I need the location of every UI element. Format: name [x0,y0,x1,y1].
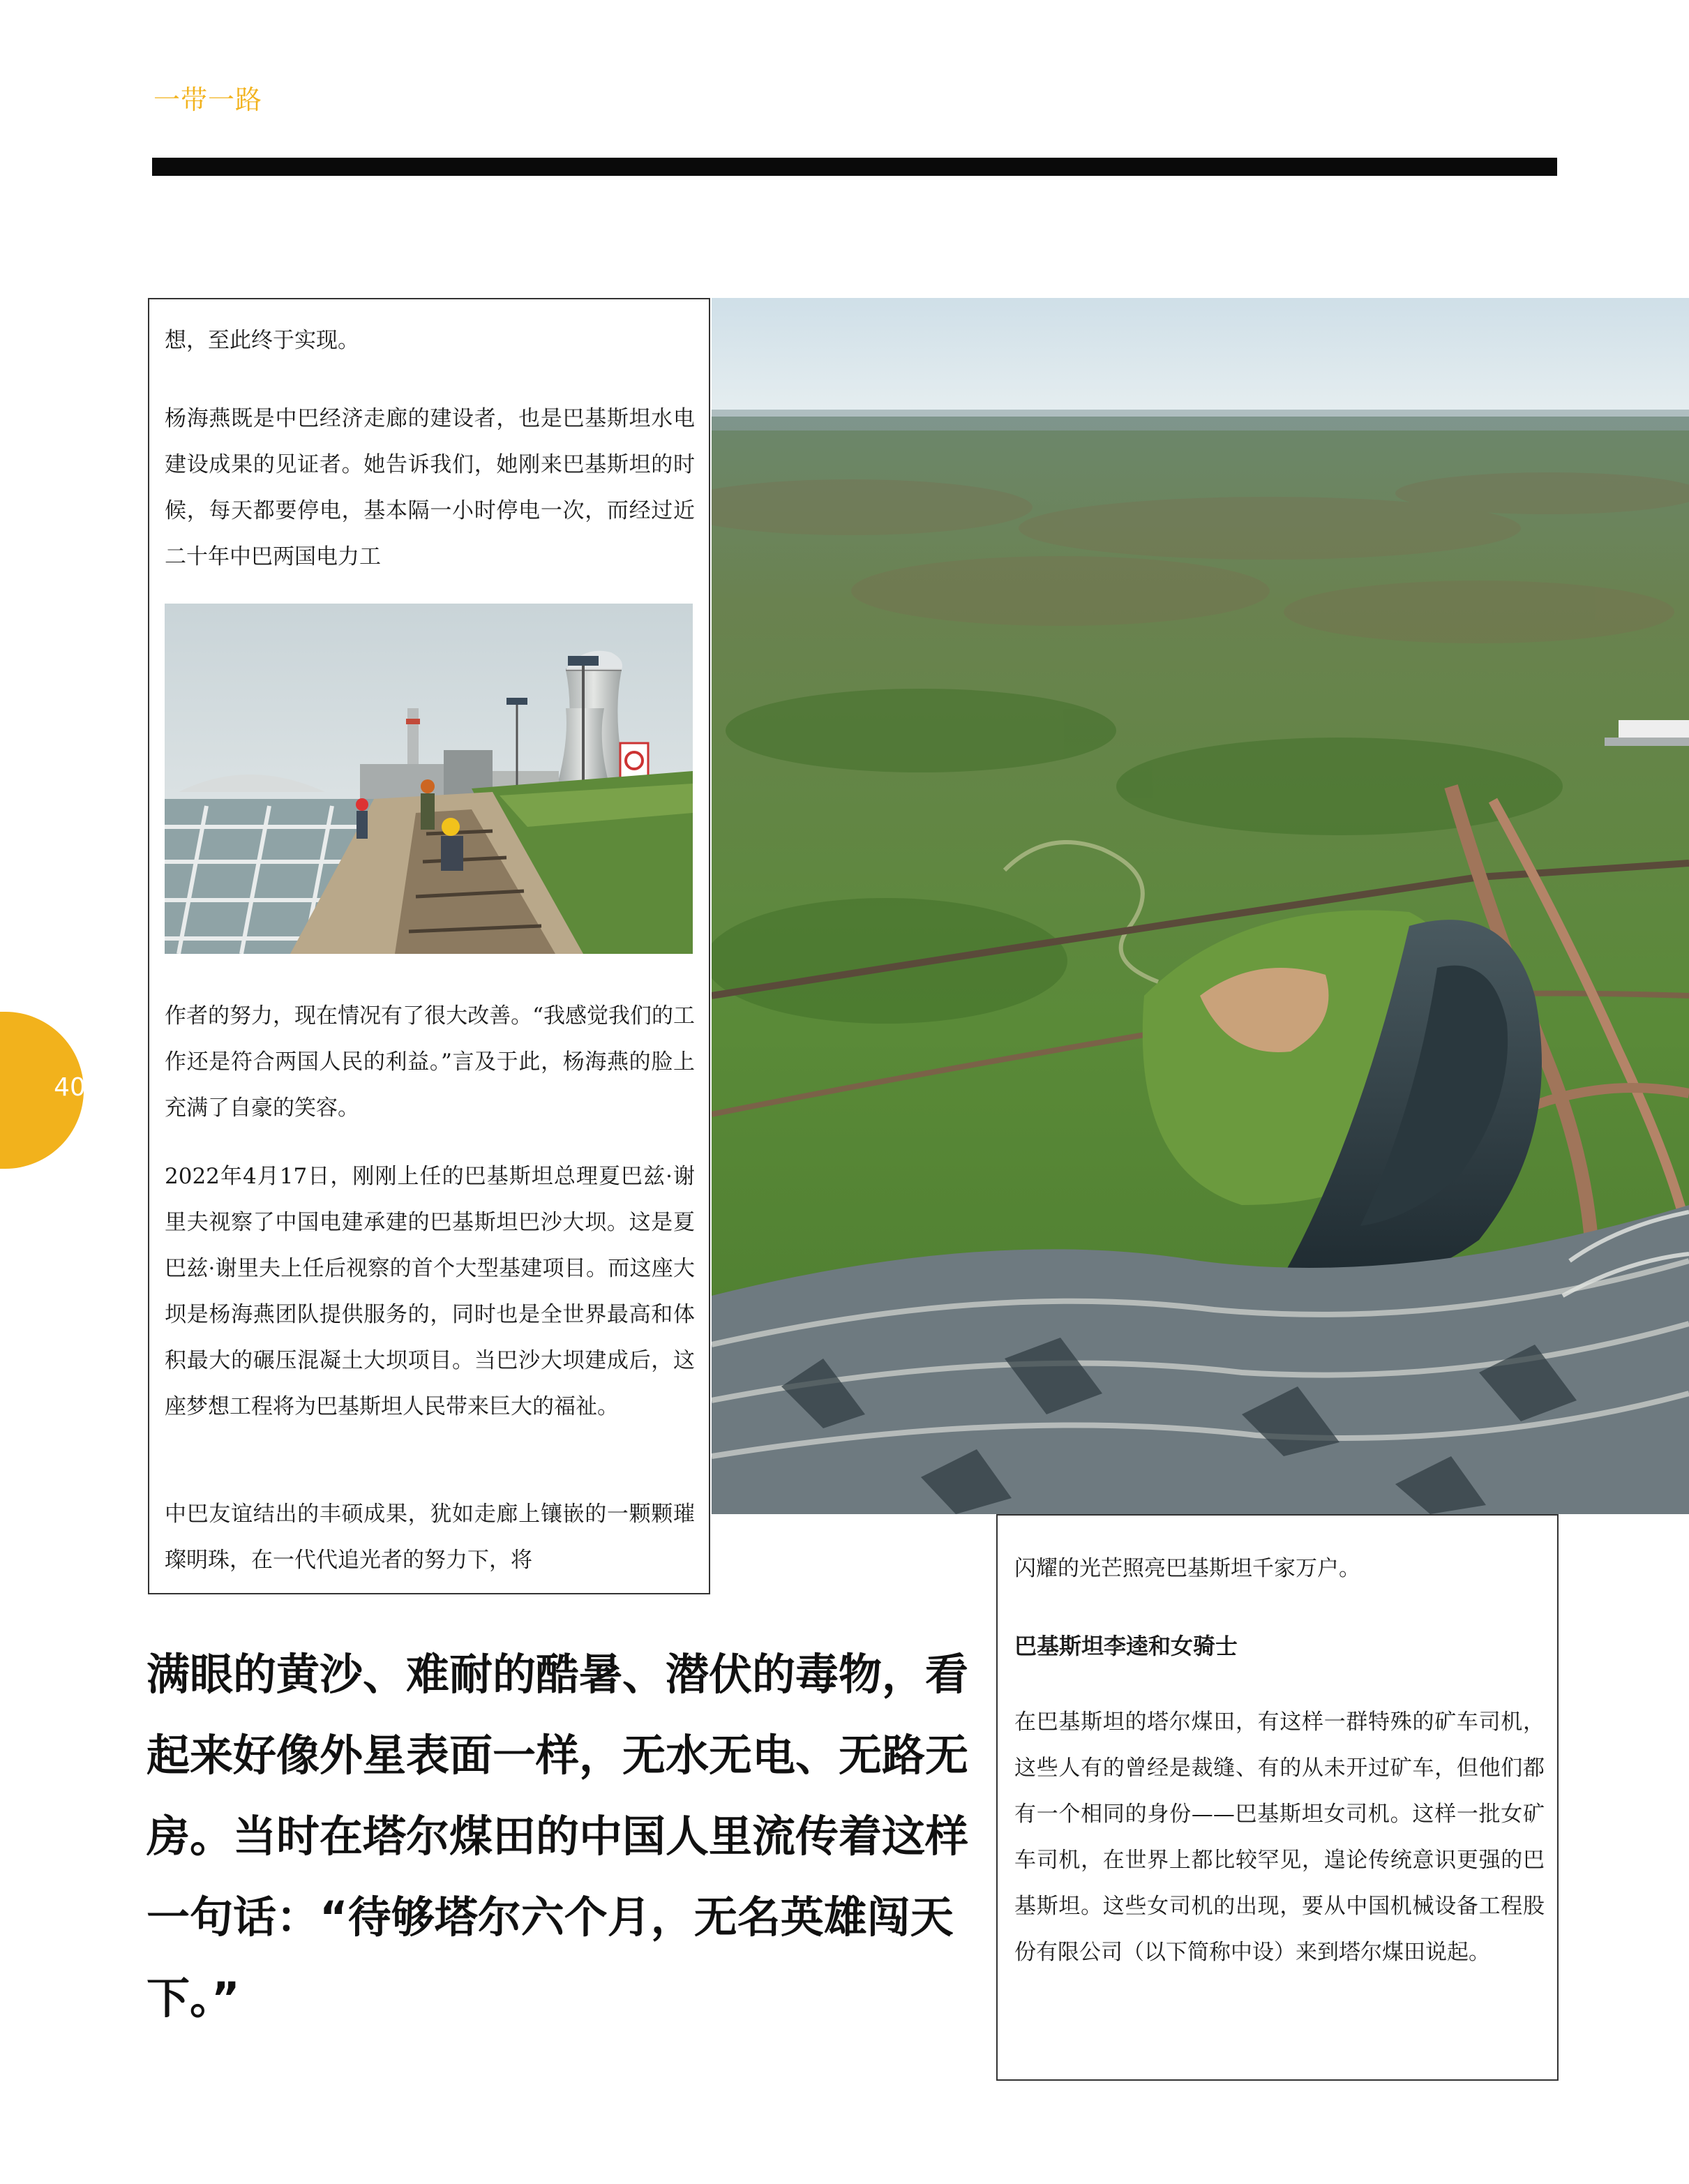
body-paragraph-5: 中巴友谊结出的丰硕成果，犹如走廊上镶嵌的一颗颗璀璨明珠，在一代代追光者的努力下，将 [165,1502,695,1573]
power-plant-photo [165,604,693,954]
header-rule [152,158,1557,176]
body-paragraph-4: 2022年4月17日，刚刚上任的巴基斯坦总理夏巴兹·谢里夫视察了中国电建承建的巴基斯坦巴沙大坝。这是夏巴兹·谢里夫上任后视察的首个大型基建项目。而这座大坝是杨海燕团队提供服务的，同时也是全世界最高和体积最大的碾压混凝土大坝项目。当巴沙大坝建成后，这座梦想工程将为巴基斯坦人民带来巨大的福祉。 [165,1164,695,1419]
section-label: 一带一路 [153,84,263,115]
power-plant-illustration [165,604,693,954]
pull-quote: 满眼的黄沙、难耐的酷暑、潜伏的毒物，看起来好像外星表面一样，无水无电、无路无房。当时在塔尔煤田的中国人里流传着这样一句话：“待够塔尔六个月，无名英雄闯天下。” [147,1649,969,2024]
right-body-paragraph: 在巴基斯坦的塔尔煤田，有这样一群特殊的矿车司机，这些人有的曾经是裁缝、有的从未开过矿车，但他们都有一个相同的身份——巴基斯坦女司机。这样一批女矿车司机，在世界上都比较罕见，遑论传统意识更强的巴基斯坦。这些女司机的出现，要从中国机械设备工程股份有限公司（以下简称中设）来到塔尔煤田说起。 [1014,1710,1545,1965]
page-number: 40 [54,1073,86,1102]
body-paragraph-1: 想，至此终于实现。 [165,328,359,353]
subheading: 巴基斯坦李逵和女骑士 [1014,1633,1238,1659]
coal-field-aerial-illustration [712,298,1689,1514]
body-paragraph-2: 杨海燕既是中巴经济走廊的建设者，也是巴基斯坦水电建设成果的见证者。她告诉我们，她刚来巴基斯坦的时候，每天都要停电，基本隔一小时停电一次，而经过近二十年中巴两国电力工 [165,406,695,569]
aerial-mine-photo [712,298,1689,1514]
body-paragraph-3: 作者的努力，现在情况有了很大改善。“我感觉我们的工作还是符合两国人民的利益。”言及于此，杨海燕的脸上充满了自豪的笑容。 [165,1003,695,1121]
continuation-paragraph: 闪耀的光芒照亮巴基斯坦千家万户。 [1014,1556,1360,1581]
